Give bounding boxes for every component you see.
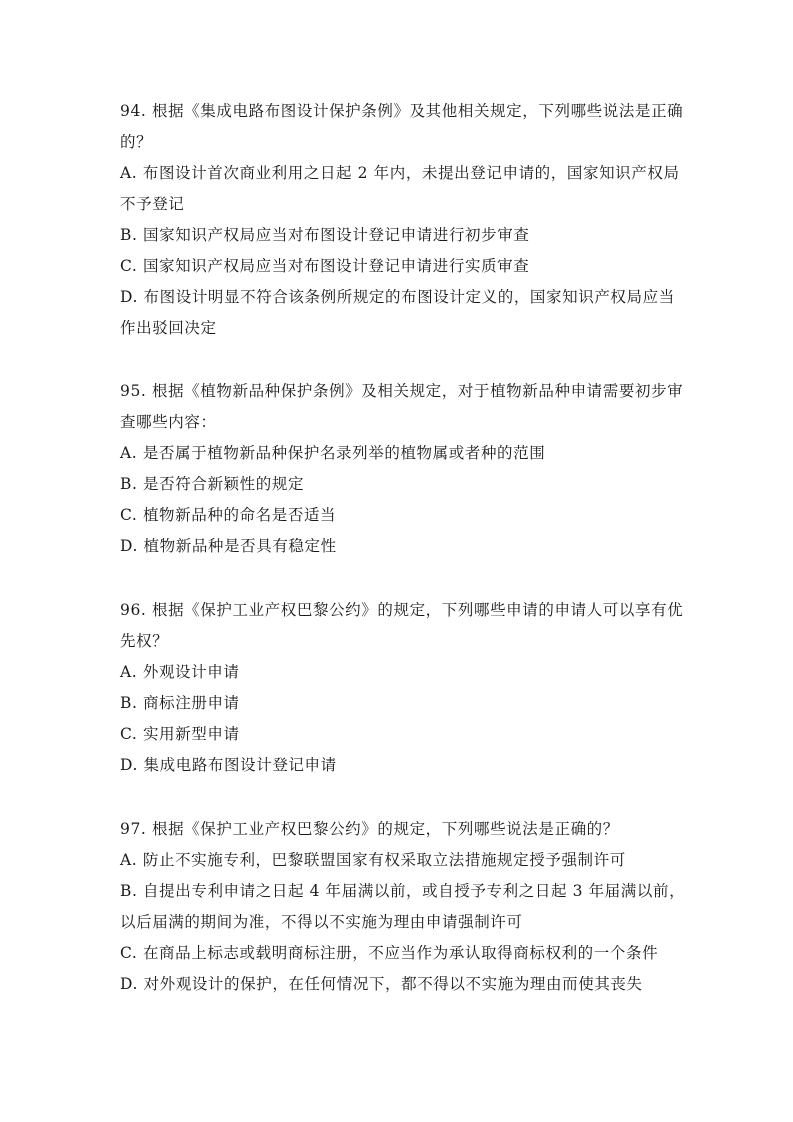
question-stem-line: 的？ <box>120 133 153 151</box>
option-c-line: C. 国家知识产权局应当对布图设计登记申请进行实质审查 <box>120 257 530 275</box>
question-94 <box>120 96 684 344</box>
option-a-line: A. 外观设计申请 <box>120 663 240 681</box>
option-d-line: D. 植物新品种是否具有稳定性 <box>120 537 337 555</box>
option-d-line: D. 布图设计明显不符合该条例所规定的布图设计定义的，国家知识产权局应当 <box>120 288 675 306</box>
option-a-line: A. 布图设计首次商业利用之日起 2 年内，未提出登记申请的，国家知识产权局 <box>120 164 680 182</box>
question-97 <box>120 814 686 1000</box>
question-96 <box>120 595 684 781</box>
option-c-line: C. 实用新型申请 <box>120 725 240 743</box>
option-a-line: A. 防止不实施专利，巴黎联盟国家有权采取立法措施规定授予强制许可 <box>120 851 626 869</box>
option-b-line: B. 商标注册申请 <box>120 694 240 712</box>
question-stem-line: 95. 根据《植物新品种保护条例》及相关规定，对于植物新品种申请需要初步审 <box>120 382 684 400</box>
question-95 <box>120 376 684 562</box>
option-a-line: A. 是否属于植物新品种保护名录列举的植物属或者种的范围 <box>120 444 546 462</box>
option-b-line: B. 国家知识产权局应当对布图设计登记申请进行初步审查 <box>120 226 530 244</box>
option-d-line: D. 对外观设计的保护，在任何情况下，都不得以不实施为理由而使其丧失 <box>120 975 643 993</box>
question-stem-line: 先权？ <box>120 632 169 650</box>
question-stem-line: 97. 根据《保护工业产权巴黎公约》的规定，下列哪些说法是正确的？ <box>120 820 619 838</box>
option-d-line: 作出驳回决定 <box>120 319 217 337</box>
option-b-line: 以后届满的期间为准，不得以不实施为理由申请强制许可 <box>120 913 523 931</box>
question-stem-line: 96. 根据《保护工业产权巴黎公约》的规定，下列哪些申请的申请人可以享有优 <box>120 601 684 619</box>
option-c-line: C. 在商品上标志或载明商标注册，不应当作为承认取得商标权利的一个条件 <box>120 944 659 962</box>
option-a-line: 不予登记 <box>120 195 185 213</box>
question-stem-line: 查哪些内容： <box>120 413 217 431</box>
question-stem-line: 94. 根据《集成电路布图设计保护条例》及其他相关规定，下列哪些说法是正确 <box>120 102 684 120</box>
option-b-line: B. 是否符合新颖性的规定 <box>120 475 305 493</box>
option-d-line: D. 集成电路布图设计登记申请 <box>120 756 337 774</box>
option-b-line: B. 自提出专利申请之日起 4 年届满以前，或自授予专利之日起 3 年届满以前， <box>120 882 686 900</box>
option-c-line: C. 植物新品种的命名是否适当 <box>120 506 337 524</box>
